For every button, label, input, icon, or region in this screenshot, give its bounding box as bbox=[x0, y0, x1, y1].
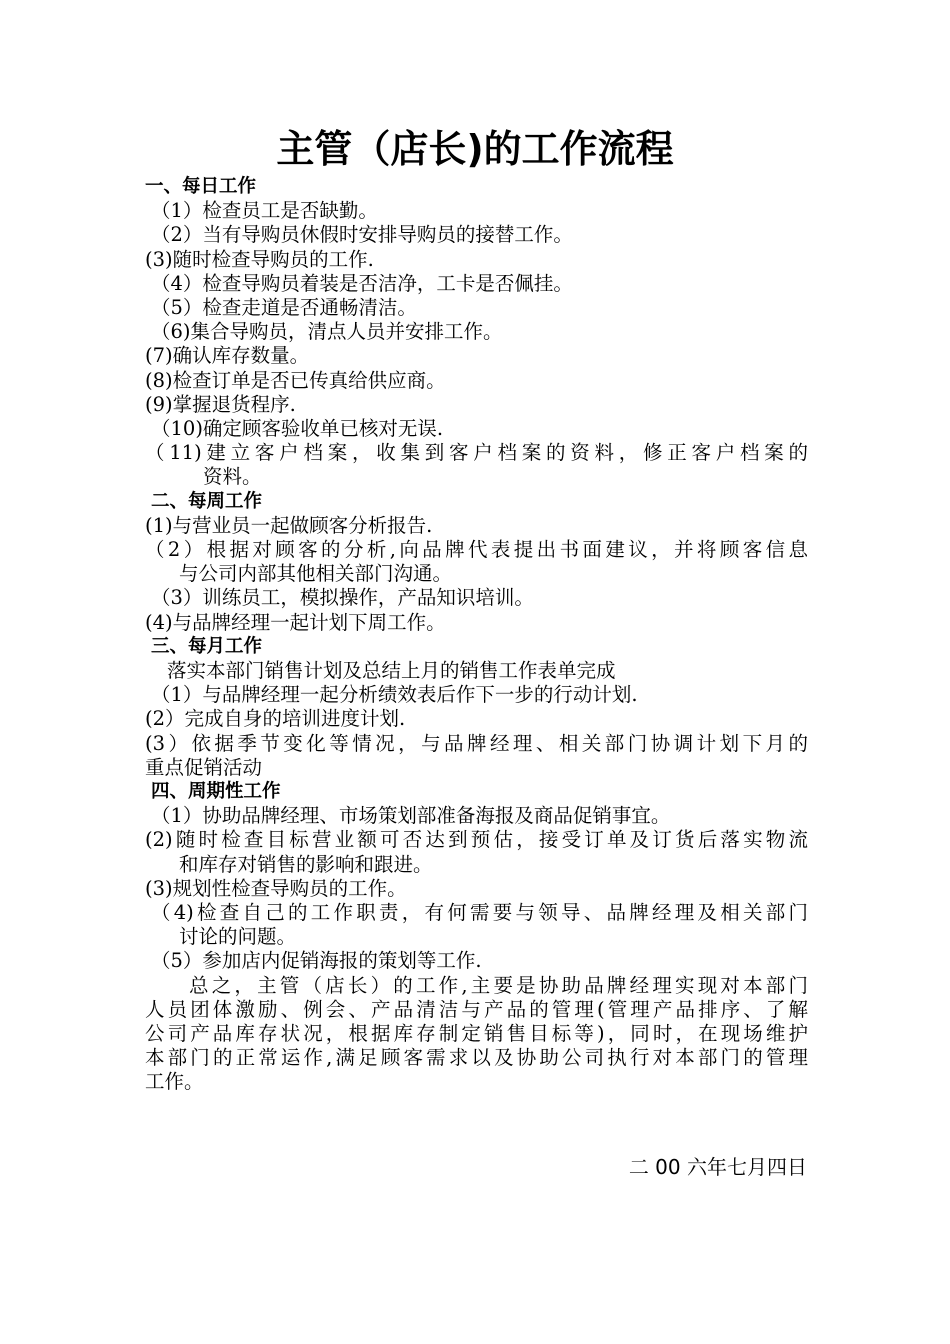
summary-line: 本部门的正常运作,满足顾客需求以及协助公司执行对本部门的管理 bbox=[145, 1046, 808, 1070]
summary-line: 总之，主管（店长）的工作,主要是协助品牌经理实现对本部门 bbox=[189, 973, 808, 997]
list-item: （5）检查走道是否通畅清洁。 bbox=[151, 296, 417, 320]
list-item-continuation: 讨论的问题。 bbox=[179, 925, 297, 949]
list-item: （1）检查员工是否缺勤。 bbox=[151, 199, 378, 223]
list-item: (2）完成自身的培训进度计划. bbox=[145, 707, 406, 731]
list-item: （11)建立客户档案，收集到客户档案的资料，修正客户档案的 bbox=[145, 441, 808, 465]
list-item: (1)与营业员一起做顾客分析报告. bbox=[145, 513, 433, 537]
list-item: （10)确定顾客验收单已核对无误. bbox=[151, 417, 444, 441]
list-item: (8)检查订单是否已传真给供应商。 bbox=[145, 368, 446, 392]
document-body bbox=[145, 175, 808, 1095]
list-item: (3)规划性检查导购员的工作。 bbox=[145, 876, 407, 900]
list-item: （4）检查导购员着装是否洁净，工卡是否佩挂。 bbox=[151, 271, 573, 295]
summary-line: 公司产品库存状况，根据库存制定销售目标等)，同时，在现场维护 bbox=[145, 1022, 808, 1045]
list-item: (2)随时检查目标营业额可否达到预估，接受订单及订货后落实物流 bbox=[145, 828, 808, 852]
list-item: (3)随时检查导购员的工作. bbox=[145, 247, 374, 271]
list-item-continuation: 资料。 bbox=[203, 465, 262, 489]
list-item: （4)检查自己的工作职责，有何需要与领导、品牌经理及相关部门 bbox=[151, 901, 808, 925]
summary-line: 工作。 bbox=[145, 1070, 204, 1094]
list-item: (4)与品牌经理一起计划下周工作。 bbox=[145, 610, 446, 634]
document-title: 主管（店长)的工作流程 bbox=[276, 127, 674, 171]
list-item: (3）依据季节变化等情况，与品牌经理、相关部门协调计划下月的 bbox=[145, 731, 808, 755]
section-heading-daily: 一、每日工作 bbox=[145, 176, 257, 197]
document-date: 二 00 六年七月四日 bbox=[628, 1155, 807, 1179]
list-item-continuation: 重点促销活动 bbox=[145, 755, 263, 779]
paragraph-line: 落实本部门销售计划及总结上月的销售工作表单完成 bbox=[167, 659, 616, 683]
list-item: (9)掌握退货程序. bbox=[145, 392, 296, 416]
list-item: (7)确认库存数量。 bbox=[145, 344, 310, 368]
section-heading-monthly: 三、每月工作 bbox=[151, 635, 263, 657]
list-item: （5）参加店内促销海报的策划等工作. bbox=[151, 949, 482, 973]
list-item: （2）当有导购员休假时安排导购员的接替工作。 bbox=[151, 223, 573, 247]
list-item: （1）协助品牌经理、市场策划部准备海报及商品促销事宜。 bbox=[151, 804, 671, 828]
list-item-continuation: 与公司内部其他相关部门沟通。 bbox=[179, 562, 453, 586]
list-item: （2）根据对顾客的分析,向品牌代表提出书面建议，并将顾客信息 bbox=[145, 538, 808, 562]
section-heading-periodic: 四、周期性工作 bbox=[151, 781, 281, 803]
list-item: （1）与品牌经理一起分析绩效表后作下一步的行动计划. bbox=[151, 683, 638, 707]
list-item-continuation: 和库存对销售的影响和跟进。 bbox=[179, 852, 433, 876]
list-item: （6)集合导购员，清点人员并安排工作。 bbox=[151, 320, 503, 344]
section-heading-weekly: 二、每周工作 bbox=[151, 490, 263, 512]
summary-line: 人员团体激励、例会、产品清洁与产品的管理(管理产品排序、了解 bbox=[145, 997, 808, 1021]
list-item: （3）训练员工，模拟操作，产品知识培训。 bbox=[151, 586, 534, 610]
